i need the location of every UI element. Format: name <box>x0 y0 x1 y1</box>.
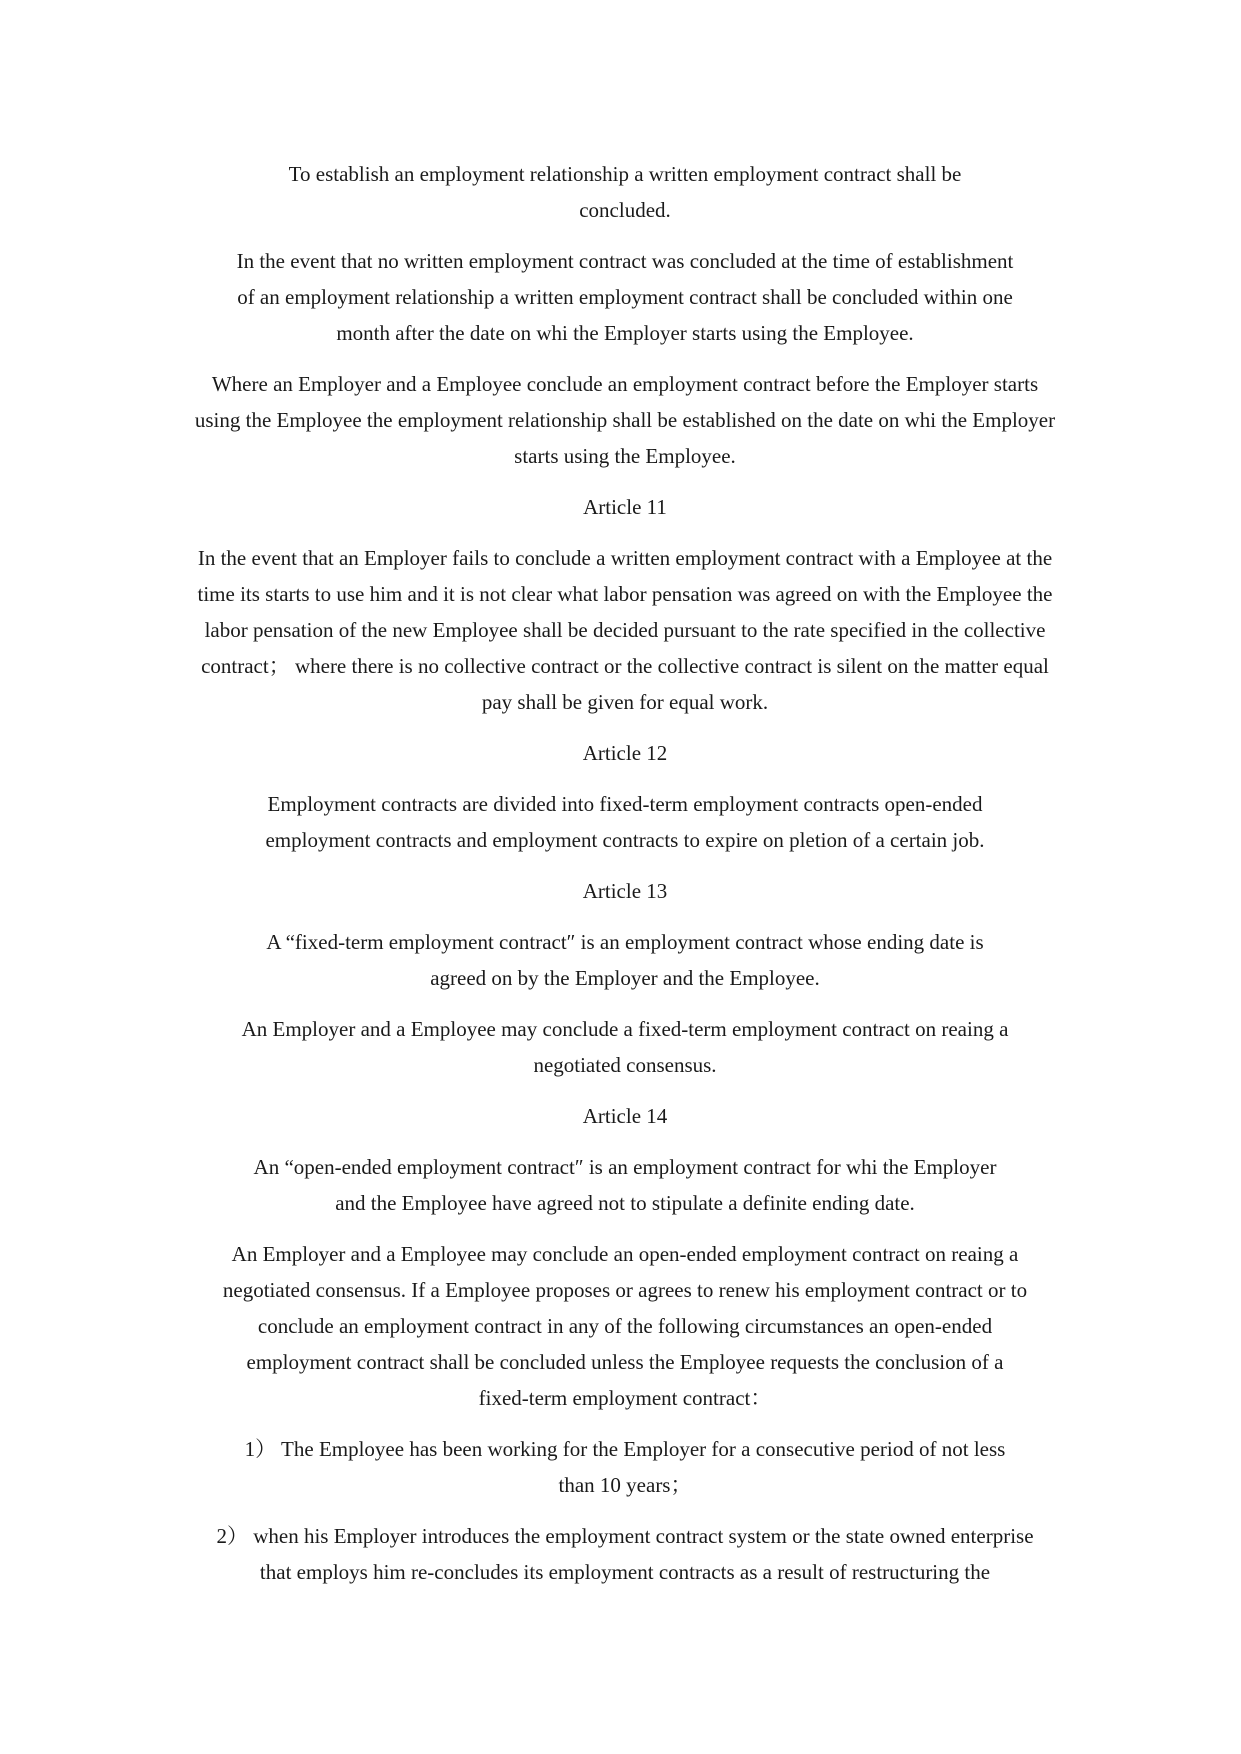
article-14-heading: Article 14 <box>582 1104 668 1128</box>
paragraph-article-11: In the event that an Employer fails to conclude a written employment contract with a Employee at the time its starts to use him and it is not clear what labor pensation was agreed on with the Employee the labor pensation of the new Employee shall be decided pursuant to the rate specified in the collective contract； where there is no collective contract or the collective contract is silent on the matter equal pay shall be given for equal work. <box>197 546 1053 714</box>
paragraph-written-contract-required: To establish an employment relationship a written employment contract shall be concluded. <box>288 162 962 222</box>
article-11-heading: Article 11 <box>583 495 667 519</box>
paragraph-no-written-contract: In the event that no written employment contract was concluded at the time of establishment of an employment relationship a written employment contract shall be concluded within one month after the date on whi the Employer starts using the Employee. <box>236 249 1014 345</box>
paragraph-fixed-term-definition: A “fixed-term employment contract″ is an employment contract whose ending date is agreed on by the Employer and the Employee. <box>266 930 984 990</box>
list-item-1: 1） The Employee has been working for the Employer for a consecutive period of not less than 10 years； <box>244 1437 1006 1497</box>
list-item-2: 2） when his Employer introduces the employment contract system or the state owned enterprise that employs him re-concludes its employment contracts as a result of restructuring the <box>216 1524 1034 1584</box>
paragraph-open-ended-circumstances: An Employer and a Employee may conclude an open-ended employment contract on reaing a negotiated consensus. If a Employee proposes or agrees to renew his employment contract or to conclude an employment contract in any of the following circumstances an open-ended employment contract shall be concluded unless the Employee requests the conclusion of a fixed-term employment contract： <box>222 1242 1028 1410</box>
paragraph-article-12: Employment contracts are divided into fixed-term employment contracts open-ended employment contracts and employment contracts to expire on pletion of a certain job. <box>265 792 985 852</box>
paragraph-open-ended-definition: An “open-ended employment contract″ is an employment contract for whi the Employer and the Employee have agreed not to stipulate a definite ending date. <box>253 1155 997 1215</box>
paragraph-contract-before-use: Where an Employer and a Employee conclude an employment contract before the Employer starts using the Employee the employment relationship shall be established on the date on whi the Employer starts using the Employee. <box>194 372 1056 468</box>
article-13-heading: Article 13 <box>582 879 668 903</box>
article-12-heading: Article 12 <box>582 741 668 765</box>
paragraph-fixed-term-consensus: An Employer and a Employee may conclude a fixed-term employment contract on reaing a negotiated consensus. <box>241 1017 1009 1077</box>
document-body <box>185 156 1065 1605</box>
